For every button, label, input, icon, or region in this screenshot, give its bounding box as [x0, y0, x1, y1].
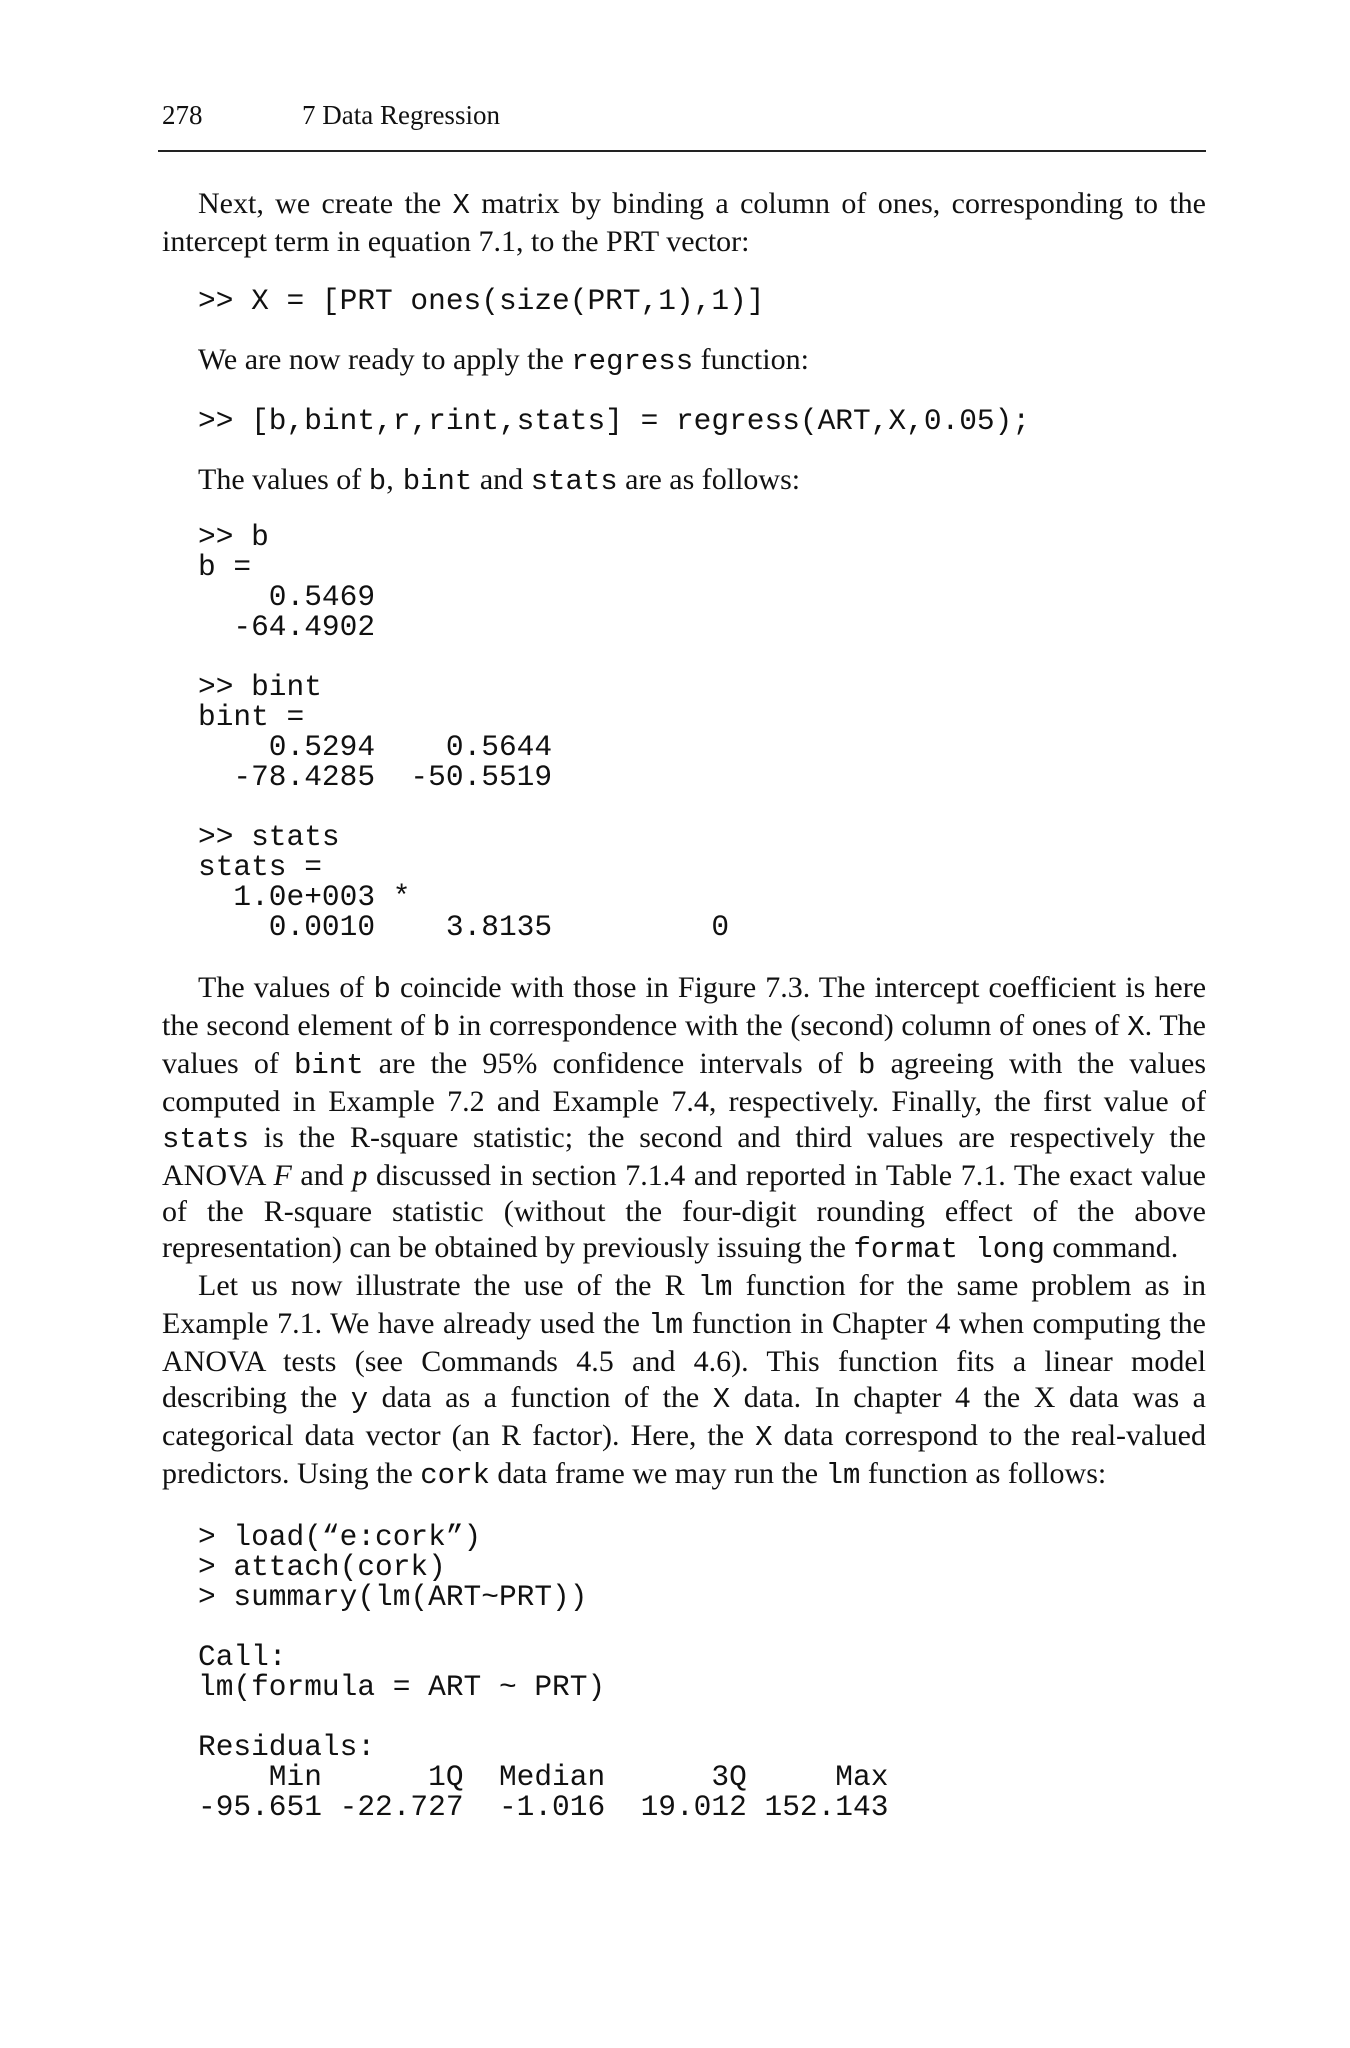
- code-line: 1.0e+003 *: [198, 880, 411, 914]
- paragraph-regress: We are now ready to apply the regress function:: [198, 343, 809, 378]
- code-line: >> b: [198, 520, 269, 554]
- code-blank-line: [198, 1702, 1206, 1732]
- code-line: > load(“e:cork”): [198, 1520, 482, 1554]
- code-line: > attach(cork): [198, 1550, 446, 1584]
- code-line: 0.5294 0.5644: [198, 730, 553, 764]
- code-blank-line: [198, 642, 1206, 672]
- paragraph-values-intro: The values of b, bint and stats are as follows:: [198, 463, 801, 498]
- code-line: -95.651 -22.727 -1.016 19.012 152.143: [198, 1790, 889, 1824]
- page-body: [162, 186, 1206, 1822]
- paragraph-r-lm: Let us now illustrate the use of the R lm function for the same problem as in Example 7.1. We have already used the lm function in Chapter 4 when computing the ANOVA tests (see Commands 4.5 and 4.6). This function fits a linear model describing the y data as a function of the X data. In chapter 4 the X data was a categorical data vector (an R factor). Here, the X data correspond to the real-valued predictors. Using the cork data frame we may run the lm function as follows:: [162, 1269, 1207, 1492]
- code-line: stats =: [198, 850, 322, 884]
- code-line: >> [b,bint,r,rint,stats] = regress(ART,X,0.05);: [198, 404, 1031, 438]
- chapter-title: 7 Data Regression: [302, 100, 500, 130]
- code-line: b =: [198, 550, 252, 584]
- code-blank-line: [198, 792, 1206, 822]
- code-block-r-output: [162, 1522, 1206, 1822]
- code-line: 0.0010 3.8135 0: [198, 910, 730, 944]
- code-line: -78.4285 -50.5519: [198, 760, 553, 794]
- code-line: bint =: [198, 700, 305, 734]
- code-line: >> bint: [198, 670, 322, 704]
- code-line: >> stats: [198, 820, 340, 854]
- code-line: >> X = [PRT ones(size(PRT,1),1)]: [198, 284, 765, 318]
- code-line: Residuals:: [198, 1730, 376, 1764]
- code-block-x-matrix: [162, 286, 1206, 316]
- page-header: [158, 96, 1206, 152]
- code-line: Call:: [198, 1640, 287, 1674]
- code-line: -64.4902: [198, 610, 376, 644]
- code-line: > summary(lm(ART~PRT)): [198, 1580, 588, 1614]
- code-block-matlab-output: [162, 522, 1206, 942]
- code-line: 0.5469: [198, 580, 376, 614]
- paragraph-values-explanation: The values of b coincide with those in Figure 7.3. The intercept coefficient is here the second element of b in correspondence with the (second) column of ones of X. The values of bint are the 95% confidence intervals of b agreeing with the values computed in Example 7.2 and Example 7.4, respectively. Finally, the first value of stats is the R-square statistic; the second and third values are respectively the ANOVA F and p discussed in section 7.1.4 and reported in Table 7.1. The exact value of the R-square statistic (without the four-digit rounding effect of the above representation) can be obtained by previously issuing the format long command.: [162, 971, 1207, 1266]
- code-blank-line: [198, 1612, 1206, 1642]
- code-block-regress-call: [162, 406, 1206, 436]
- paragraph-x-matrix: Next, we create the X matrix by binding a column of ones, corresponding to the intercept term in equation 7.1, to the PRT vector:: [162, 187, 1206, 258]
- page-number: 278: [162, 100, 203, 130]
- code-line: Min 1Q Median 3Q Max: [198, 1760, 889, 1794]
- code-line: lm(formula = ART ~ PRT): [198, 1670, 606, 1704]
